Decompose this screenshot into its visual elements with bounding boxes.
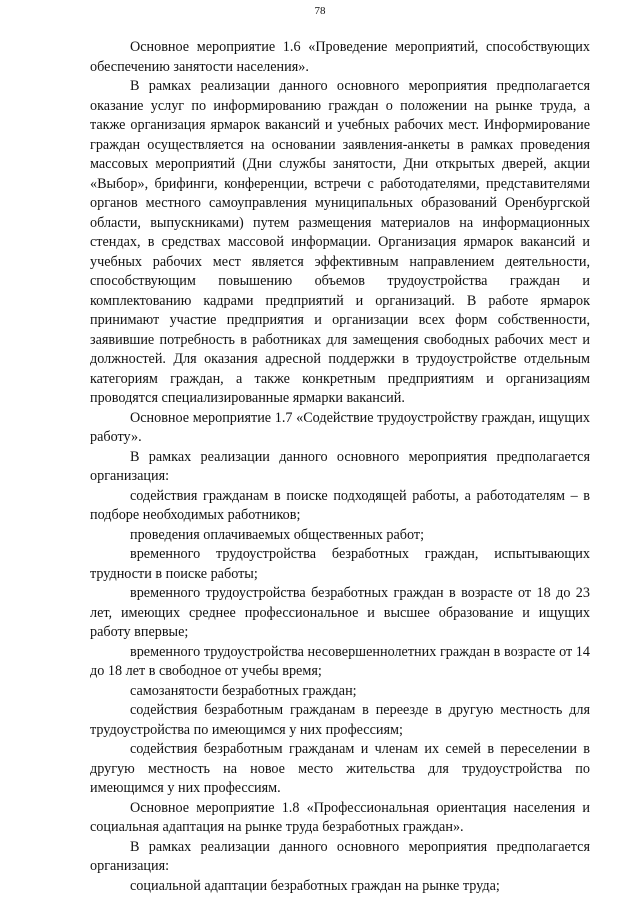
paragraph: В рамках реализации данного основного мероприятия предполагается организация: xyxy=(90,448,590,484)
list-item: содействия гражданам в поиске подходящей работы, а работодателям – в подборе необходимых работников; xyxy=(90,487,590,523)
list-item: содействия безработным гражданам и членам их семей в переселении в другую местность на новое место жительства для трудоустройства по имеющимся у них профессиям. xyxy=(90,741,590,796)
paragraph: Основное мероприятие 1.7 «Содействие трудоустройству граждан, ищущих работу». xyxy=(90,409,590,445)
paragraph: Основное мероприятие 1.8 «Профессиональная ориентация населения и социальная адаптация на рынке труда безработных граждан». xyxy=(90,799,590,835)
list-item: социальной адаптации безработных граждан на рынке труда; xyxy=(130,877,500,894)
paragraph: Основное мероприятие 1.6 «Проведение мероприятий, способствующих обеспечению занятости населения». xyxy=(90,39,590,75)
list-item: содействия безработным гражданам в переезде в другую местность для трудоустройства по имеющимся у них профессиям; xyxy=(90,702,590,738)
list-item: временного трудоустройства безработных граждан, испытывающих трудности в поиске работы; xyxy=(90,546,590,582)
list-item: проведения оплачиваемых общественных работ; xyxy=(130,526,425,543)
list-item: временного трудоустройства несовершеннолетних граждан в возрасте от 14 до 18 лет в свободное от учебы время; xyxy=(90,643,590,679)
list-item: самозанятости безработных граждан; xyxy=(130,682,357,699)
paragraph: В рамках реализации данного основного мероприятия предполагается организация: xyxy=(90,838,590,874)
list-item: временного трудоустройства безработных граждан в возрасте от 18 до 23 лет, имеющих среднее профессиональное и высшее образование и ищущих работу впервые; xyxy=(90,585,590,640)
document-body xyxy=(90,38,590,896)
paragraph: В рамках реализации данного основного мероприятия предполагается оказание услуг по информированию граждан о положении на рынке труда, а также организация ярмарок вакансий и учебных рабочих мест. Информирование граждан осуществляется на основании заявления-анкеты в рамках проведения массовых мероприятий (Дни службы занятости, Дни открытых дверей, акции «Выбор», брифинги, конференции, встречи с работодателями, представителями органов местного самоуправления муниципальных образований Оренбургской области, выпускниками) путем размещения материалов на информационных стендах, в средствах массовой информации. Организация ярмарок вакансий и учебных рабочих мест является эффективным направлением деятельности, способствующим повышению объемов трудоустройства граждан и комплектованию кадрами предприятий и организаций. В работе ярмарок принимают участие предприятия и организации всех форм собственности, заявившие потребность в работниках для замещения свободных рабочих мест и должностей. Для оказания адресной поддержки в трудоустройстве отдельным категориям граждан, а также конкретным предприятиям и организациям проводятся специализированные ярмарки вакансий. xyxy=(90,78,590,406)
page-number: 78 xyxy=(314,5,326,17)
